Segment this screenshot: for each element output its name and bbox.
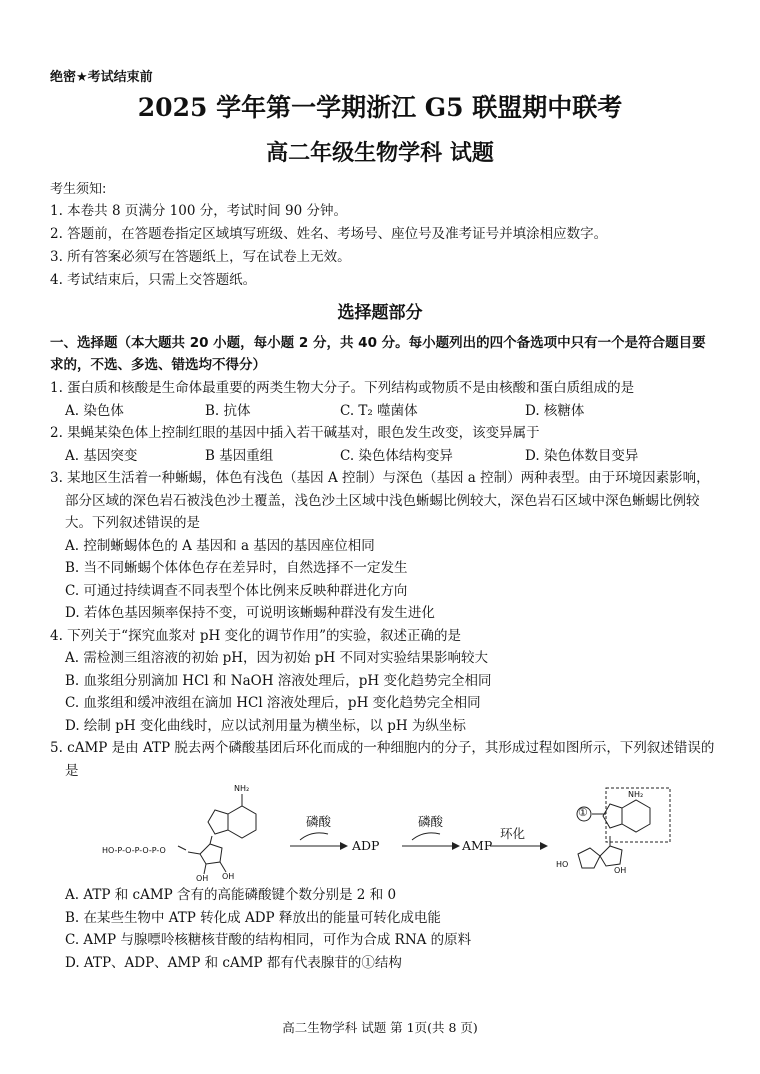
adp-node: ADP <box>352 838 380 853</box>
camp-formation-diagram <box>50 784 715 884</box>
option-a: A. 需检测三组溶液的初始 pH，因为初始 pH 不同对实验结果影响较大 <box>65 650 489 666</box>
question-3 <box>50 467 715 625</box>
question-stem: 1. 蛋白质和核酸是生命体最重要的两类生物大分子。下列结构或物质不是由核酸和蛋白质组成的是 <box>50 380 635 396</box>
option-c: C. T₂ 噬菌体 <box>340 402 418 419</box>
arrowhead <box>340 842 348 850</box>
option-a: A. 染色体 <box>65 402 124 419</box>
arrow3-label: 环化 <box>500 826 526 841</box>
question-5 <box>50 737 715 974</box>
ribose-oh-bond <box>220 862 226 872</box>
atp-structure <box>178 794 256 874</box>
atp-phosphate-chain: HO-P-O-P-O-P-O <box>102 846 166 855</box>
arrow-adp-amp-curve <box>412 833 440 840</box>
ribose-oh-bond <box>204 864 206 874</box>
atp-nh2-label: NH₂ <box>234 784 250 793</box>
marker-label: ① <box>578 806 588 819</box>
question-stem: 2. 果蝇某染色体上控制红眼的基因中插入若干碱基对，眼色发生改变，该变异属于 <box>50 425 540 441</box>
option-b: B. 抗体 <box>205 402 251 419</box>
option-b: B. 当不同蜥蜴个体体色存在差异时，自然选择不一定发生 <box>65 560 408 576</box>
option-a: A. 控制蜥蜴体色的 A 基因和 a 基因的基因座位相同 <box>65 537 375 554</box>
notice-item: 2. 答题前，在答题卷指定区域填写班级、姓名、考场号、座位号及准考证号并填涂相应数字。 <box>50 226 608 242</box>
question-stem: 4. 下列关于“探究血浆对 pH 变化的调节作用”的实验，叙述正确的是 <box>50 627 461 644</box>
option-d: D. 绘制 pH 变化曲线时，应以试剂用量为横坐标，以 pH 为纵坐标 <box>65 717 466 734</box>
option-d: D. 若体色基因频率保持不变，可说明该蜥蜴种群没有发生进化 <box>65 605 435 621</box>
question-list <box>50 377 715 974</box>
ribose-ring <box>200 844 222 864</box>
arrowhead <box>540 842 548 850</box>
question-4 <box>50 625 715 738</box>
imidazole-ring <box>208 810 228 834</box>
candidate-notice <box>50 180 720 292</box>
amp-node: AMP <box>462 838 493 853</box>
option-c: C. 可通过持续调查不同表型个体比例来反映种群进化方向 <box>65 582 408 599</box>
section-title: 选择题部分 <box>337 303 423 323</box>
option-c: C. AMP 与腺嘌呤核糖核苷酸的结构相同，可作为合成 RNA 的原料 <box>65 932 472 948</box>
option-d: D. ATP、ADP、AMP 和 cAMP 都有代表腺苷的①结构 <box>65 954 402 971</box>
option-d: D. 核糖体 <box>525 402 585 419</box>
notice-item: 3. 所有答案必须写在答题纸上，写在试卷上无效。 <box>50 249 351 265</box>
option-a: A. 基因突变 <box>65 447 138 464</box>
arrow-atp-adp-curve <box>300 833 328 840</box>
exam-title: 2025 学年第一学期浙江 G5 联盟期中联考 <box>137 93 623 122</box>
glycosidic-bond <box>210 836 212 844</box>
option-b: B 基因重组 <box>205 447 274 464</box>
arrowhead <box>452 842 460 850</box>
notice-heading: 考生须知: <box>50 182 107 197</box>
options-row <box>50 445 715 468</box>
options-row <box>50 400 715 423</box>
camp-purine-ring <box>622 800 650 832</box>
notice-item: 4. 考试结束后，只需上交答题纸。 <box>50 272 257 288</box>
atp-oh-label: OH <box>222 872 235 881</box>
question-stem: 3. 某地区生活着一种蜥蜴，体色有浅色（基因 A 控制）与深色（基因 a 控制）两种表型。由于环境因素影响，部分区域的深色岩石被浅色沙土覆盖，浅色沙土区域中浅色蜥蜴比例较大，深色岩石区域中深色蜥蜴比例较大。下列叙述错误的是 <box>50 470 710 531</box>
atp-oh-label: OH <box>196 874 209 883</box>
part-heading <box>50 332 715 376</box>
purine-ring <box>228 806 256 838</box>
phosphate-link <box>178 846 186 850</box>
ribose-ch2 <box>188 852 200 854</box>
confidential-label: 绝密★考试结束前 <box>50 70 153 85</box>
option-b: B. 血浆组分别滴加 HCl 和 NaOH 溶液处理后，pH 变化趋势完全相同 <box>65 672 492 689</box>
arrow2-label: 磷酸 <box>418 814 444 829</box>
question-stem: 5. cAMP 是由 ATP 脱去两个磷酸基团后环化而成的一种细胞内的分子，其形成过程如图所示，下列叙述错误的是 <box>50 740 715 779</box>
notice-item: 1. 本卷共 8 页满分 100 分，考试时间 90 分钟。 <box>50 203 347 219</box>
question-1 <box>50 377 715 422</box>
option-c: C. 染色体结构变异 <box>340 447 453 464</box>
camp-oh-label: OH <box>614 866 627 875</box>
question-2 <box>50 422 715 467</box>
part-heading-text: 一、选择题（本大题共 20 小题，每小题 2 分，共 40 分。每小题列出的四个备选项中只有一个是符合题目要求的，不选、多选、错选均不得分） <box>50 335 706 373</box>
option-d: D. 染色体数目变异 <box>525 447 639 464</box>
camp-structure <box>578 788 670 868</box>
page-footer: 高二生物学科 试题 第 1页(共 8 页) <box>282 1020 478 1035</box>
camp-ribose-ring <box>600 846 622 866</box>
option-a: A. ATP 和 cAMP 含有的高能磷酸键个数分别是 2 和 0 <box>65 887 397 903</box>
exam-subtitle: 高二年级生物学科 试题 <box>266 140 494 166</box>
camp-ho-label: HO <box>556 860 569 869</box>
arrow1-label: 磷酸 <box>306 814 332 829</box>
cyclic-phosphate-ring <box>578 848 600 868</box>
option-c: C. 血浆组和缓冲液组在滴加 HCl 溶液处理后，pH 变化趋势完全相同 <box>65 695 481 711</box>
option-b: B. 在某些生物中 ATP 转化成 ADP 释放出的能量可转化成电能 <box>65 909 441 926</box>
camp-nh2-label: NH₂ <box>628 790 644 799</box>
